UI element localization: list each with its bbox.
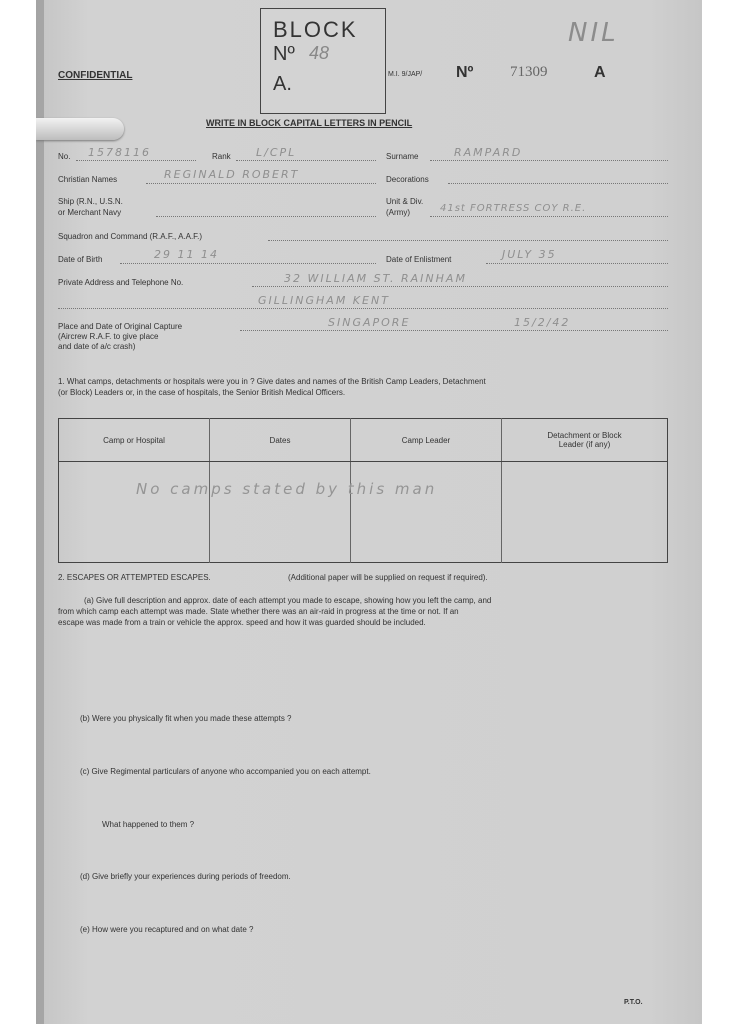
dob-label: Date of Birth bbox=[58, 255, 103, 264]
no-line bbox=[76, 160, 196, 161]
address-line-2 bbox=[58, 308, 668, 309]
capture-date: 15/2/42 bbox=[514, 316, 571, 329]
capture-place: SINGAPORE bbox=[328, 316, 411, 329]
page-edge-shadow bbox=[36, 0, 44, 1024]
enlistment-label: Date of Enlistment bbox=[386, 255, 452, 264]
block-letter: A. bbox=[273, 73, 292, 95]
q2-e: (e) How were you recaptured and on what date ? bbox=[80, 925, 254, 934]
form-suffix: A bbox=[594, 64, 606, 81]
block-title: BLOCK bbox=[273, 17, 358, 42]
col-detachment-header-1: Detachment or Block bbox=[547, 431, 622, 440]
ship-line bbox=[156, 216, 376, 217]
ship-label-1: Ship (R.N., U.S.N. bbox=[58, 197, 123, 206]
table-cell bbox=[351, 462, 502, 563]
rank-line bbox=[236, 160, 376, 161]
address-line-1 bbox=[252, 286, 668, 287]
q2-a-3: escape was made from a train or vehicle the approx. speed and how it was guarded should be included. bbox=[58, 618, 426, 627]
unit-label-2: (Army) bbox=[386, 208, 410, 217]
no-value: 1578116 bbox=[88, 146, 151, 159]
table-cell bbox=[59, 462, 210, 563]
rank-value: L/CPL bbox=[256, 146, 297, 159]
form-number-label: Nº bbox=[456, 64, 474, 81]
christian-names-value: REGINALD ROBERT bbox=[164, 168, 300, 181]
surname-line bbox=[430, 160, 668, 161]
surname-label: Surname bbox=[386, 152, 419, 161]
decorations-line bbox=[448, 183, 668, 184]
christian-names-line bbox=[146, 183, 376, 184]
pto-label: P.T.O. bbox=[624, 999, 643, 1006]
no-label: No. bbox=[58, 152, 71, 161]
capture-label-2: (Aircrew R.A.F. to give place bbox=[58, 332, 159, 341]
unit-label-1: Unit & Div. bbox=[386, 197, 424, 206]
unit-value: 41st FORTRESS COY R.E. bbox=[440, 203, 587, 214]
address-value-2: GILLINGHAM KENT bbox=[258, 294, 390, 307]
col-leader-header: Camp Leader bbox=[351, 419, 502, 462]
enlistment-value: JULY 35 bbox=[502, 248, 557, 261]
dob-value: 29 11 14 bbox=[154, 248, 219, 261]
camps-handwritten-note: No camps stated by this man bbox=[136, 480, 438, 498]
capture-line bbox=[240, 330, 668, 331]
paper-clip bbox=[36, 118, 124, 140]
q2-c: (c) Give Regimental particulars of anyone who accompanied you on each attempt. bbox=[80, 767, 371, 776]
col-detachment-header-2: Leader (if any) bbox=[558, 440, 611, 449]
nil-mark: NIL bbox=[568, 18, 619, 48]
table-cell bbox=[502, 462, 668, 563]
capture-label-3: and date of a/c crash) bbox=[58, 342, 136, 351]
q2-b: (b) Were you physically fit when you made these attempts ? bbox=[80, 714, 292, 723]
q1-text-1: 1. What camps, detachments or hospitals were you in ? Give dates and names of the British Camp Leaders, Detachment bbox=[58, 377, 486, 386]
rank-label: Rank bbox=[212, 152, 231, 161]
block-no-label: Nº bbox=[273, 43, 295, 65]
table-row bbox=[59, 462, 668, 563]
block-stamp-box bbox=[260, 8, 386, 114]
instruction-heading: WRITE IN BLOCK CAPITAL LETTERS IN PENCIL bbox=[206, 118, 413, 128]
q2-c2: What happened to them ? bbox=[102, 820, 195, 829]
q1-text-2: (or Block) Leaders or, in the case of hospitals, the Senior British Medical Officers. bbox=[58, 388, 346, 397]
address-value-1: 32 WILLIAM ST. RAINHAM bbox=[284, 272, 467, 285]
confidential-label: CONFIDENTIAL bbox=[58, 70, 133, 81]
unit-line bbox=[430, 216, 668, 217]
form-number-value: 71309 bbox=[510, 64, 548, 80]
q2-title: 2. ESCAPES OR ATTEMPTED ESCAPES. bbox=[58, 573, 211, 582]
col-camp-header: Camp or Hospital bbox=[59, 419, 210, 462]
surname-value: RAMPARD bbox=[454, 146, 523, 159]
address-label: Private Address and Telephone No. bbox=[58, 278, 184, 287]
dob-line bbox=[120, 263, 376, 264]
squadron-line bbox=[268, 240, 668, 241]
q2-a-2: from which camp each attempt was made. State whether there was an air-raid in progress at the time or not. If an bbox=[58, 607, 459, 616]
ship-label-2: or Merchant Navy bbox=[58, 208, 122, 217]
squadron-label: Squadron and Command (R.A.F., A.A.F.) bbox=[58, 232, 203, 241]
q2-note: (Additional paper will be supplied on request if required). bbox=[288, 573, 488, 582]
form-page bbox=[36, 0, 702, 1024]
q2-a-1: (a) Give full description and approx. date of each attempt you made to escape, showing how you left the camp, and bbox=[84, 596, 492, 605]
enlistment-line bbox=[486, 263, 668, 264]
table-cell bbox=[210, 462, 351, 563]
decorations-label: Decorations bbox=[386, 175, 429, 184]
col-dates-header: Dates bbox=[210, 419, 351, 462]
block-no-value: 48 bbox=[309, 43, 330, 63]
form-ref: M.I. 9/JAP/ bbox=[388, 71, 423, 78]
col-detachment-header bbox=[502, 419, 668, 462]
q2-d: (d) Give briefly your experiences during periods of freedom. bbox=[80, 872, 291, 881]
capture-label-1: Place and Date of Original Capture bbox=[58, 322, 183, 331]
christian-names-label: Christian Names bbox=[58, 175, 118, 184]
